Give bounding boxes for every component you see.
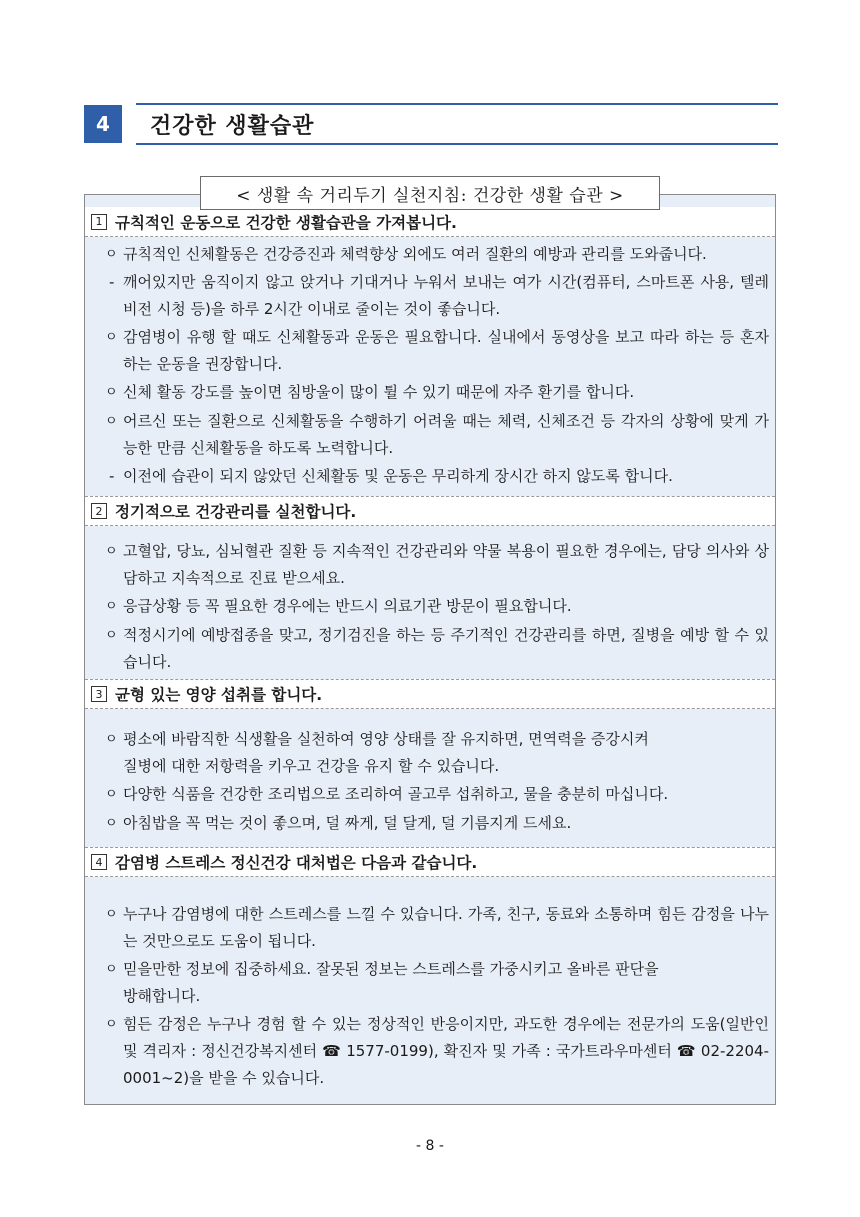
- bullet: ㅇ: [105, 732, 118, 747]
- bullet: ㅇ: [105, 330, 118, 345]
- bullet: ㅇ: [105, 816, 118, 831]
- section-number-badge: 4: [84, 105, 122, 143]
- subsection-title-4: 감염병 스트레스 정신건강 대처법은 다음과 같습니다.: [115, 854, 478, 872]
- subsection-heading-2: [85, 496, 775, 526]
- bullet: ㅇ: [105, 599, 118, 614]
- subsection-title-2: 정기적으로 건강관리를 실천합니다.: [115, 503, 357, 521]
- subsection-number-4: 4: [91, 854, 107, 870]
- bullet: ㅇ: [105, 787, 118, 802]
- bullet: ㅇ: [105, 247, 118, 262]
- guideline-box: 1 규칙적인 운동으로 건강한 생활습관을 가져봅니다. ㅇ 규칙적인 신체활동은 건강증진과 체력향상 외에도 여러 질환의 예방과 관리를 도와줍니다. - 깨어있지만 움직이지 않고 앉거나 기대거나 누워서 보내는 여가 시간(컴퓨터, 스마트폰 사용, 텔레비전 시청 등)을 하루 2시간 이내로 줄이는 것이 좋습니다. ㅇ 감염병이 유행 할 때도 신체활동과 운동은 필요합니다. 실내에서 동영상을 보고 따라 하는 등 혼자 하는 운동을 권장합니다. ㅇ 신체 활동 강도를 높이면 침방울이 많이 튈 수 있기 때문에 자주 환기를 합니다. ㅇ 어르신 또는 질환으로 신체활동을 수행하기 어려울 때는 체력, 신체조건 등 각자의 상황에 맞게 가능한 만큼 신체활동을 하도록 노력합니다. - 이전에 습관이 되지 않았던 신체활동 및 운동은 무리하게 장시간 하지 않도록 합니다. 2 정기적으로 건강관리를 실천합니다. ㅇ 고혈압, 당뇨, 심뇌혈관 질환 등 지속적인 건강관리와 약물 복용이 필요한 경우에는, 담당 의사와 상담하고 지속적으로 진료 받으세요. ㅇ 응급상황 등 꼭 필요한 경우에는 반드시 의료기관 방문이 필요합니다. ㅇ 적정시기에 예방접종을 맞고, 정기검진을 하는 등 주기적인 건강관리를 하면, 질병을 예방 할 수 있습니다. 3 균형 있는 영양 섭취를 합니다. ㅇ 평소에 바람직한 식생활을 실천하여 영양 상태를 잘 유지하면, 면역력을 증강시켜 질병에 대한 저항력을 키우고 건강을 유지 할 수 있습니다. ㅇ 다양한 식품을 건강한 조리법으로 조리하여 골고루 섭취하고, 물을 충분히 마십니다. ㅇ 아침밥을 꼭 먹는 것이 좋으며, 덜 짜게, 덜 달게, 덜 기름지게 드세요. 4 감염병 스트레스 정신건강 대처법은 다음과 같습니다. ㅇ 누구나 감염병에 대한 스트레스를 느낄 수 있습니다. 가족, 친구, 동료와 소통하며 힘든 감정을 나누는 것만으로도 도움이 됩니다. ㅇ 믿을만한 정보에 집중하세요. 잘못된 정보는 스트레스를 가중시키고 올바른 판단을 방해합니다. ㅇ 힘든 감정은 누구나 경험 할 수 있는 정상적인 반응이지만, 과도한 경우에는 전문가의 도움(일반인 및 격리자 : 정신건강복지센터 ☎ 1577-0199), 확진자 및 가족 : 국가트라우마센터 ☎ 02-2204-0001~2)을 받을 수 있습니다.: [84, 194, 776, 1105]
- subsection-number-2: 2: [91, 503, 107, 519]
- bullet: -: [109, 273, 115, 291]
- subsection-number-3: 3: [91, 686, 107, 702]
- subsection-heading-4: [85, 847, 775, 877]
- subsection-title-3: 균형 있는 영양 섭취를 합니다.: [115, 686, 323, 704]
- box-caption: < 생활 속 거리두기 실천지침: 건강한 생활 습관 >: [200, 176, 660, 210]
- bullet: ㅇ: [105, 628, 118, 643]
- subsection-title-1: 규칙적인 운동으로 건강한 생활습관을 가져봅니다.: [115, 213, 457, 232]
- subsection-heading-3: [85, 679, 775, 709]
- bullet: ㅇ: [105, 962, 118, 977]
- section-title: 건강한 생활습관: [150, 114, 315, 139]
- bullet: ㅇ: [105, 907, 118, 922]
- section-divider-top: [136, 103, 778, 105]
- page-number: - 8 -: [416, 1138, 444, 1154]
- bullet: -: [109, 467, 115, 485]
- section-divider-bottom: [136, 143, 778, 145]
- bullet: ㅇ: [105, 385, 118, 400]
- subsection-heading-1: [85, 207, 775, 237]
- section-header: [84, 103, 778, 145]
- bullet: ㅇ: [105, 414, 118, 429]
- bullet: ㅇ: [105, 1017, 118, 1032]
- subsection-number-1: 1: [91, 214, 107, 230]
- bullet: ㅇ: [105, 544, 118, 559]
